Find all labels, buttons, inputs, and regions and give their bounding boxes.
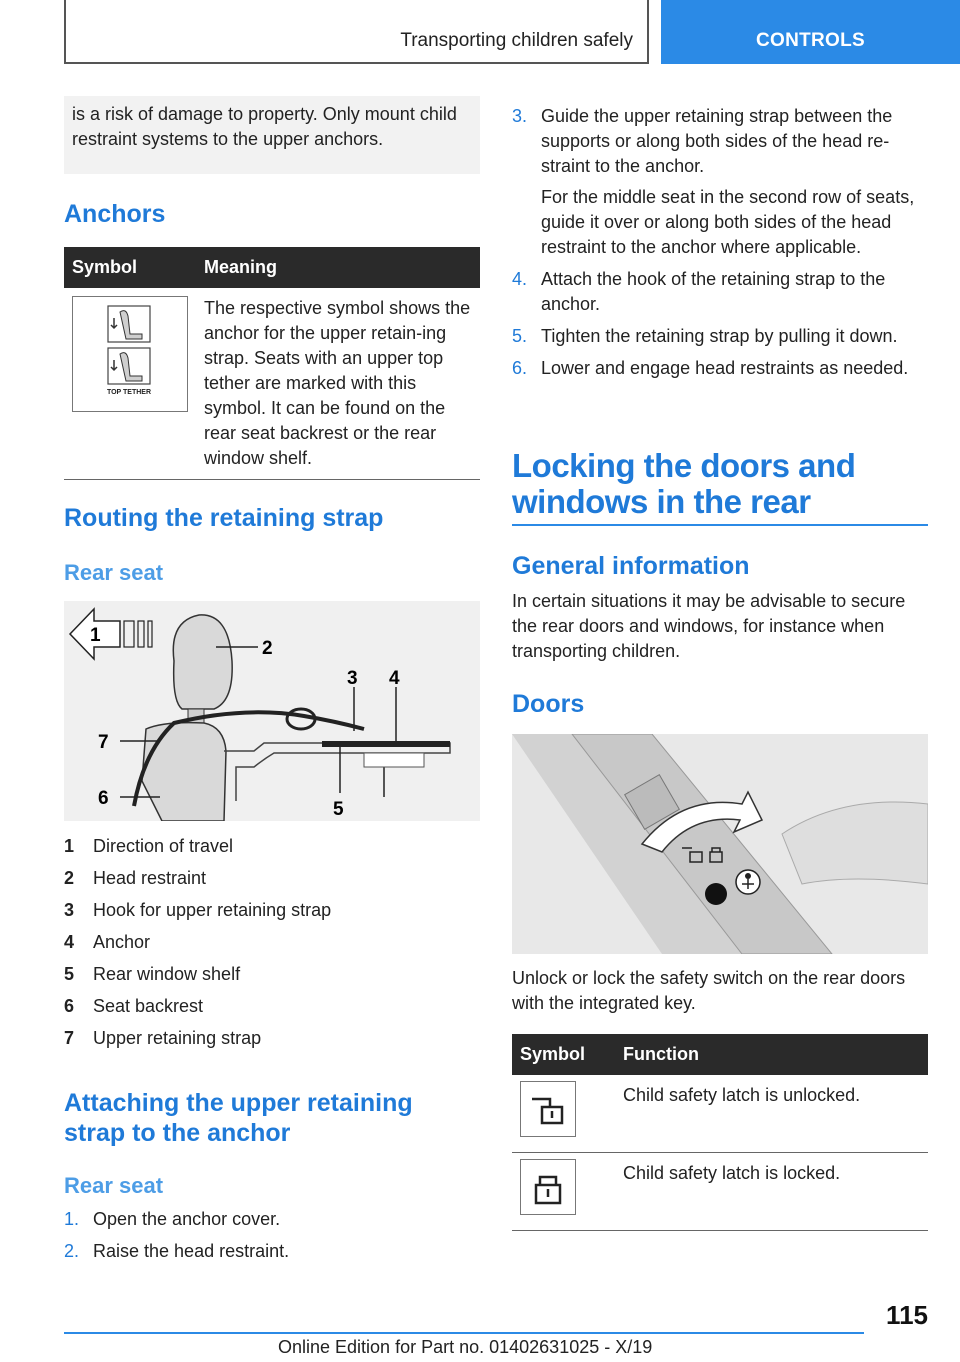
svg-text:2: 2 [262, 638, 273, 659]
chapter-tab-label: CONTROLS [755, 30, 865, 51]
anchors-symbol-cell [64, 288, 196, 480]
locking-heading-rule [512, 524, 928, 526]
legend-item: 2 Head restraint [64, 868, 207, 888]
routing-legend [64, 834, 480, 1058]
routing-illustration [64, 601, 480, 821]
step-item: 1. Open the anchor cover. [64, 1209, 281, 1229]
legend-item: 1 Direction of travel [64, 836, 234, 856]
locking-heading: Locking the doors and windows in the rear [512, 447, 856, 520]
general-text: In certain situations it may be advisable to secure the rear doors and windows, for instance when transporting children. [512, 591, 906, 661]
anchors-col-symbol: Symbol [64, 247, 196, 288]
step-item: 5. Tighten the retaining strap by pulling it down. [512, 326, 898, 346]
key-switch-icon [705, 883, 727, 905]
latch-function-cell: Child safety latch is locked. [615, 1153, 928, 1231]
routing-subheading: Rear seat [64, 560, 164, 585]
doors-heading: Doors [512, 690, 585, 718]
attaching-heading: Attaching the upper retaining strap to the anchor [64, 1089, 413, 1147]
svg-text:4: 4 [389, 668, 400, 689]
step-item: 6. Lower and engage head restraints as needed. [512, 358, 909, 378]
svg-text:7: 7 [98, 732, 109, 753]
notice-box [64, 96, 480, 174]
step-note: For the middle seat in the second row of seats, guide it over or along both sides of the head restraint to the anchor where applicable. [541, 187, 915, 257]
latch-col-function: Function [615, 1034, 928, 1075]
latch-function-cell: Child safety latch is unlocked. [615, 1075, 928, 1153]
latch-col-symbol: Symbol [512, 1034, 615, 1075]
section-title: Transporting children safely [400, 30, 633, 51]
routing-heading: Routing the retaining strap [64, 504, 384, 532]
anchors-col-meaning: Meaning [196, 247, 480, 288]
svg-text:6: 6 [98, 788, 109, 809]
latch-symbol-cell [512, 1075, 615, 1153]
anchors-table [64, 247, 480, 480]
header-section-title [64, 0, 649, 64]
footer-edition: Online Edition for Part no. 01402631025 - X/19 [278, 1337, 653, 1357]
anchors-heading: Anchors [64, 200, 166, 228]
svg-text:TOP TETHER: TOP TETHER [106, 389, 152, 396]
step-item: 4. Attach the hook of the retaining strap to the anchor. [512, 269, 886, 314]
legend-item: 5 Rear window shelf [64, 964, 241, 984]
footer-rule [64, 1332, 864, 1334]
step-item: 3. Guide the upper retaining strap between the supports or along both sides of the head re-straint to the anchor. For the middle seat in the second row of seats, guide it over or along both sides of the head restraint to the anchor where applicable. [512, 104, 928, 260]
legend-item: 6 Seat backrest [64, 996, 204, 1016]
attaching-steps-left [64, 1207, 480, 1271]
latch-symbol-cell [512, 1153, 615, 1231]
anchors-meaning-cell: The respective symbol shows the anchor for the upper retain-ing strap. Seats with an upper top tether are marked with this symbol. It can be found on the rear seat backrest or the rear window shelf. [196, 288, 480, 480]
top-tether-icon [72, 296, 188, 412]
legend-item: 7 Upper retaining strap [64, 1028, 262, 1048]
page-number: 115 [886, 1300, 928, 1330]
attaching-steps-right [512, 104, 928, 388]
svg-text:3: 3 [347, 668, 358, 689]
svg-text:5: 5 [333, 799, 344, 820]
locked-latch-icon [520, 1159, 576, 1215]
latch-table [512, 1034, 928, 1231]
doors-illustration [512, 734, 928, 954]
svg-text:1: 1 [90, 625, 101, 646]
header-chapter-tab[interactable] [661, 0, 960, 64]
legend-item: 3 Hook for upper retaining strap [64, 900, 332, 920]
child-safety-switch-diagram [512, 734, 928, 954]
legend-item: 4 Anchor [64, 932, 151, 952]
step-item: 2. Raise the head restraint. [64, 1241, 290, 1261]
unlocked-latch-icon [520, 1081, 576, 1137]
notice-text: is a risk of damage to property. Only mount child restraint systems to the upper anchors. [72, 104, 457, 149]
attaching-subheading: Rear seat [64, 1173, 164, 1198]
retaining-strap-diagram [64, 601, 480, 821]
general-heading: General information [512, 552, 750, 580]
doors-text: Unlock or lock the safety switch on the rear doors with the integrated key. [512, 968, 906, 1013]
